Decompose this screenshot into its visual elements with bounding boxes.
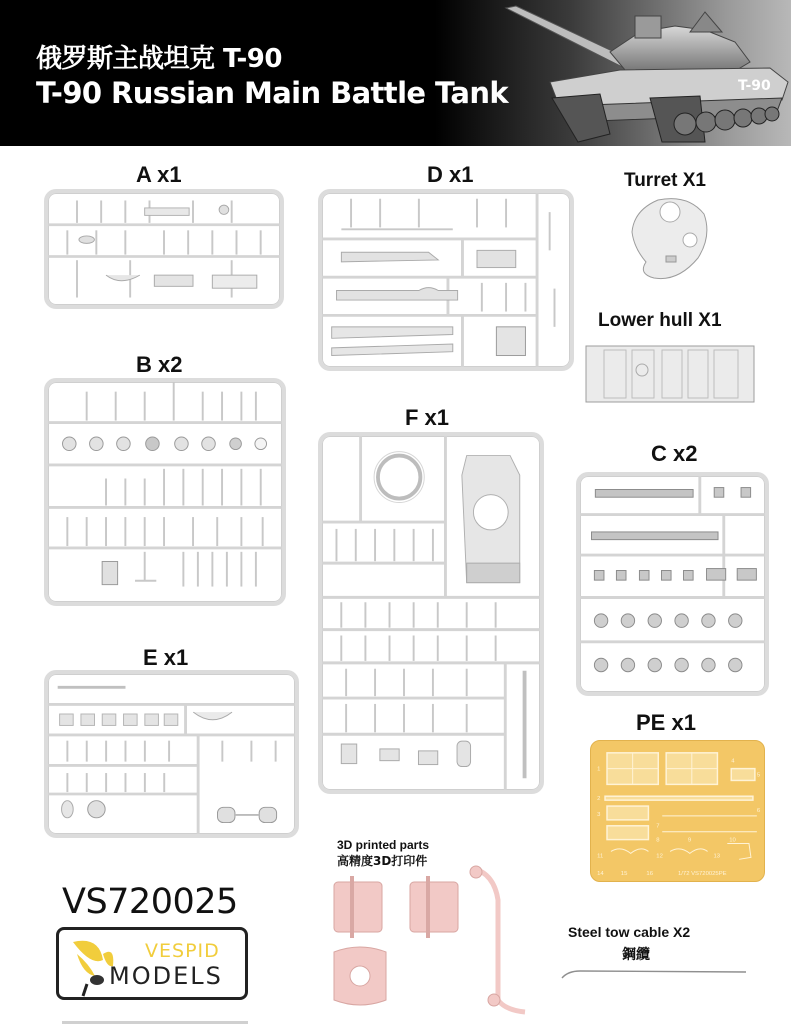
sprue-e-label: E x1 xyxy=(143,645,189,670)
turret-part xyxy=(628,196,710,284)
pe-fret-code: 1/72 VS720025PE xyxy=(677,871,727,878)
sprue-c-label: C x2 xyxy=(651,441,698,466)
svg-text:T-90: T-90 xyxy=(738,78,771,94)
svg-text:3: 3 xyxy=(597,811,601,818)
sprue-a xyxy=(44,189,284,309)
printed-parts-label-cn: 高精度3D打印件 xyxy=(337,854,428,868)
cable-label-cn: 鋼纜 xyxy=(622,947,650,963)
svg-text:16: 16 xyxy=(646,871,654,878)
tow-cable xyxy=(560,966,750,980)
sprue-b xyxy=(44,378,286,606)
header-banner xyxy=(0,0,791,146)
svg-text:9: 9 xyxy=(687,837,692,844)
svg-text:15: 15 xyxy=(620,871,628,878)
svg-text:11: 11 xyxy=(597,853,604,860)
pe-fret xyxy=(590,740,765,882)
pe-label: PE x1 xyxy=(636,710,696,735)
sprue-d xyxy=(318,189,574,371)
svg-text:10: 10 xyxy=(729,837,736,844)
sprue-e xyxy=(44,670,299,838)
svg-text:8: 8 xyxy=(656,837,660,844)
svg-text:12: 12 xyxy=(656,853,663,860)
title-english: T-90 Russian Main Battle Tank xyxy=(36,76,509,110)
vespid-models-logo xyxy=(56,927,248,1000)
svg-text:4: 4 xyxy=(731,758,735,765)
svg-text:13: 13 xyxy=(713,853,721,860)
svg-text:14: 14 xyxy=(597,871,604,878)
turret-label: Turret X1 xyxy=(624,170,707,191)
printed-parts xyxy=(320,860,560,1024)
svg-text:2: 2 xyxy=(597,796,601,803)
brand-models: MODELS xyxy=(109,962,223,990)
product-code: VS720025 xyxy=(62,882,238,922)
svg-text:7: 7 xyxy=(656,823,660,830)
sprue-f xyxy=(318,432,544,794)
cable-label: Steel tow cable X2 xyxy=(568,924,691,940)
printed-parts-label: 3D printed parts xyxy=(337,838,430,852)
svg-text:1: 1 xyxy=(597,766,601,773)
sprue-b-label: B x2 xyxy=(136,352,183,377)
sprue-a-label: A x1 xyxy=(136,162,182,187)
svg-text:6: 6 xyxy=(756,807,761,814)
tank-photo xyxy=(500,2,790,146)
sprue-d-label: D x1 xyxy=(427,162,474,187)
lower-hull-part xyxy=(584,340,756,408)
lower-hull-label: Lower hull X1 xyxy=(598,310,722,331)
svg-text:5: 5 xyxy=(756,772,761,779)
brand-vespid: VESPID xyxy=(145,940,220,962)
sprue-f-label: F x1 xyxy=(405,405,450,430)
sprue-c xyxy=(576,472,769,696)
title-chinese: 俄罗斯主战坦克 T-90 xyxy=(36,44,282,74)
